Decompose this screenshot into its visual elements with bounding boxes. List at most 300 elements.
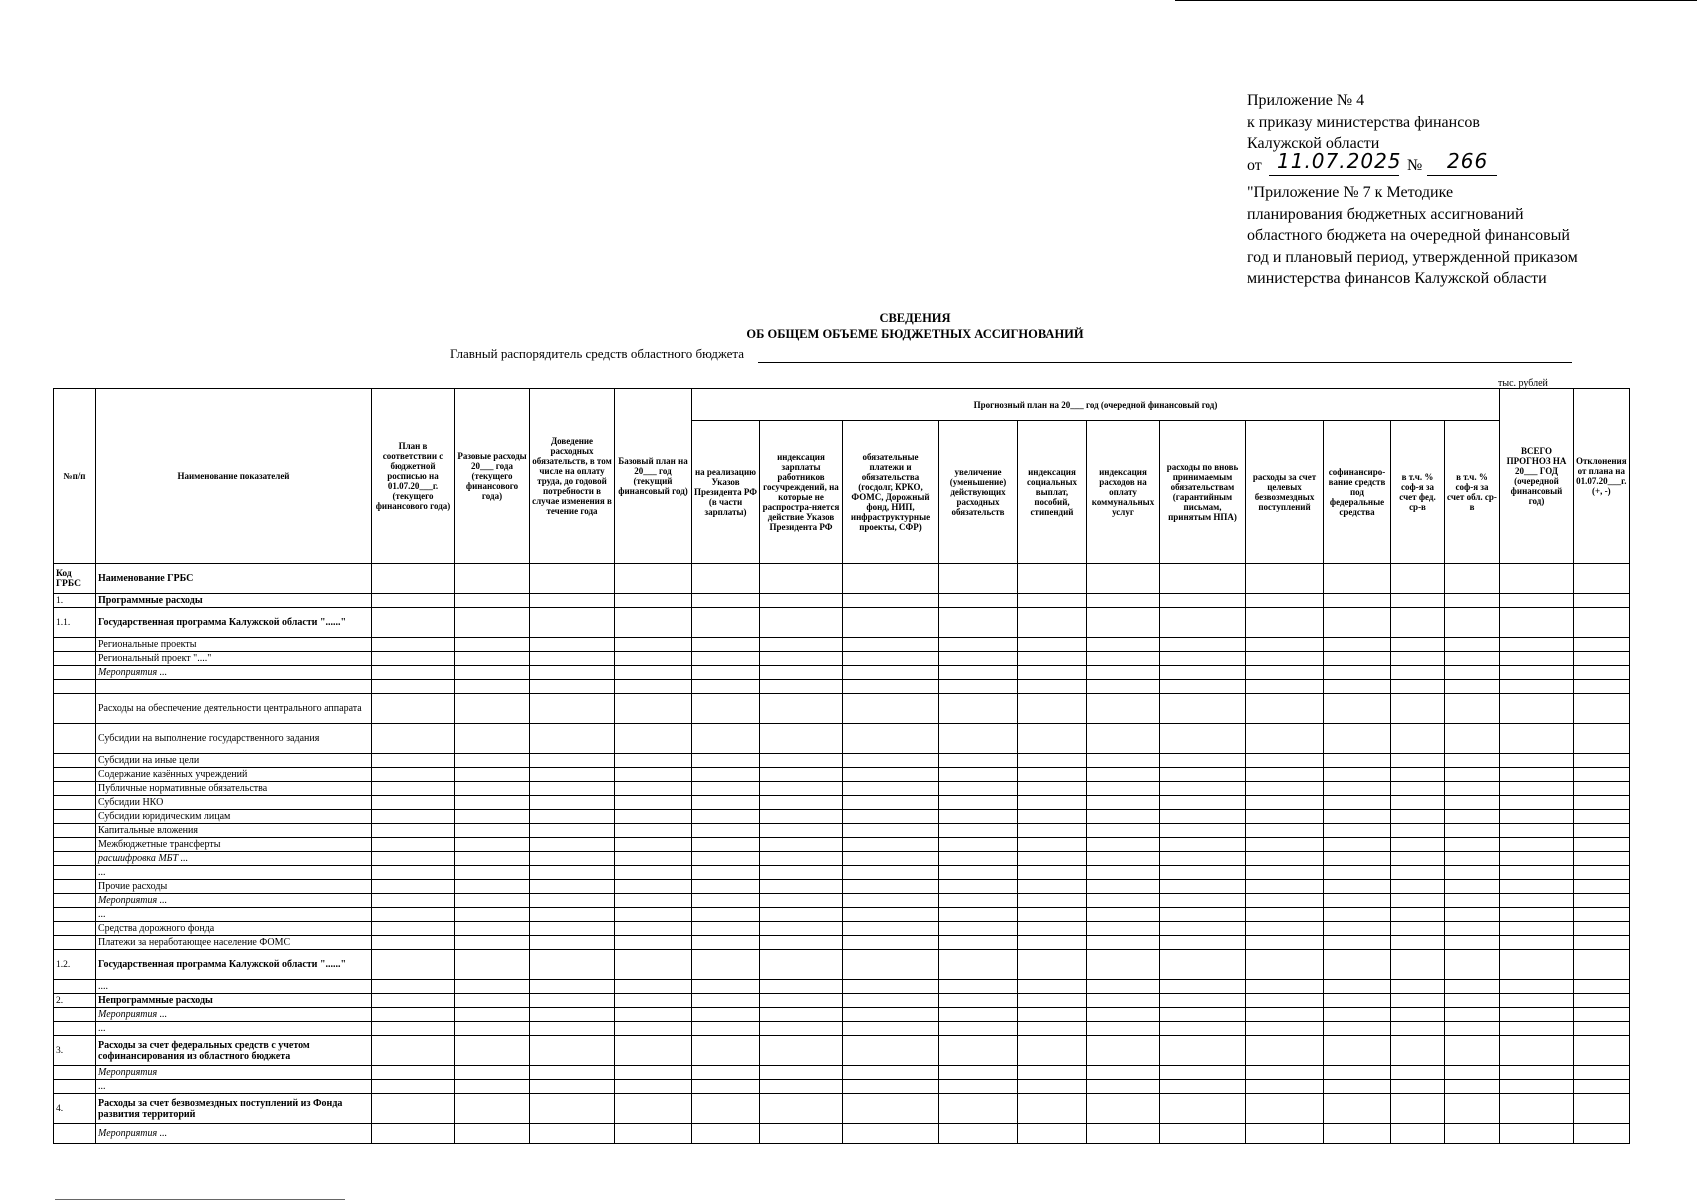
- value-cell: [1391, 908, 1445, 922]
- value-cell: [615, 922, 692, 936]
- value-cell: [1574, 754, 1630, 768]
- methodology-line: планирования бюджетных ассигнований: [1247, 205, 1524, 223]
- value-cell: [615, 824, 692, 838]
- value-cell: [692, 950, 760, 980]
- value-cell: [1324, 824, 1391, 838]
- value-cell: [1500, 1080, 1574, 1094]
- value-cell: [843, 1036, 939, 1066]
- value-cell: [1574, 810, 1630, 824]
- value-cell: [1574, 1066, 1630, 1080]
- value-cell: [1500, 796, 1574, 810]
- row-number: [54, 1066, 96, 1080]
- value-cell: [939, 866, 1018, 880]
- value-cell: [1500, 680, 1574, 694]
- value-cell: [1087, 608, 1160, 638]
- value-cell: [615, 880, 692, 894]
- value-cell: [1445, 608, 1500, 638]
- value-cell: [530, 922, 615, 936]
- row-label: Содержание казённых учреждений: [96, 768, 372, 782]
- value-cell: [1087, 768, 1160, 782]
- value-cell: [530, 838, 615, 852]
- value-cell: [1445, 936, 1500, 950]
- value-cell: [1324, 694, 1391, 724]
- value-cell: [530, 1080, 615, 1094]
- value-cell: [1574, 866, 1630, 880]
- table-row: [54, 936, 1630, 950]
- value-cell: [1500, 1008, 1574, 1022]
- value-cell: [760, 936, 843, 950]
- grbs-label: Главный распорядитель средств областного бюджета: [450, 346, 745, 361]
- row-number: [54, 936, 96, 950]
- value-cell: [455, 1080, 530, 1094]
- row-label: Мероприятия ...: [96, 894, 372, 908]
- header-deviation: Отклонения от плана на 01.07.20___г. (+, -): [1574, 389, 1630, 564]
- value-cell: [939, 1036, 1018, 1066]
- value-cell: [1445, 852, 1500, 866]
- value-cell: [455, 666, 530, 680]
- value-cell: [1391, 894, 1445, 908]
- value-cell: [1324, 894, 1391, 908]
- appendix-block: [1247, 90, 1667, 179]
- value-cell: [1018, 564, 1087, 594]
- row-number: [54, 922, 96, 936]
- value-cell: [372, 608, 455, 638]
- value-cell: [760, 680, 843, 694]
- row-label: Мероприятия: [96, 1066, 372, 1080]
- value-cell: [1445, 810, 1500, 824]
- methodology-line: министерства финансов Калужской области: [1247, 270, 1547, 287]
- table-row: [54, 1124, 1630, 1144]
- value-cell: [760, 950, 843, 980]
- value-cell: [1087, 950, 1160, 980]
- value-cell: [692, 810, 760, 824]
- value-cell: [1574, 652, 1630, 666]
- value-cell: [1500, 866, 1574, 880]
- value-cell: [1246, 638, 1324, 652]
- value-cell: [939, 950, 1018, 980]
- value-cell: [692, 908, 760, 922]
- value-cell: [843, 796, 939, 810]
- row-number: [54, 782, 96, 796]
- value-cell: [1018, 1080, 1087, 1094]
- table-row: [54, 666, 1630, 680]
- value-cell: [843, 564, 939, 594]
- value-cell: [1018, 608, 1087, 638]
- value-cell: [1445, 950, 1500, 980]
- value-cell: [1391, 1036, 1445, 1066]
- value-cell: [615, 838, 692, 852]
- value-cell: [692, 724, 760, 754]
- value-cell: [455, 796, 530, 810]
- value-cell: [455, 894, 530, 908]
- value-cell: [1087, 880, 1160, 894]
- value-cell: [455, 950, 530, 980]
- value-cell: [1324, 1066, 1391, 1080]
- value-cell: [615, 694, 692, 724]
- row-number: [54, 666, 96, 680]
- value-cell: [1087, 666, 1160, 680]
- value-cell: [760, 866, 843, 880]
- value-cell: [1391, 680, 1445, 694]
- value-cell: [760, 1124, 843, 1144]
- value-cell: [1445, 694, 1500, 724]
- value-cell: [939, 980, 1018, 994]
- value-cell: [1160, 894, 1246, 908]
- value-cell: [1018, 866, 1087, 880]
- table-row: [54, 838, 1630, 852]
- row-number: [54, 894, 96, 908]
- value-cell: [1087, 1094, 1160, 1124]
- value-cell: [1087, 908, 1160, 922]
- value-cell: [1246, 564, 1324, 594]
- value-cell: [760, 810, 843, 824]
- value-cell: [1160, 880, 1246, 894]
- value-cell: [615, 754, 692, 768]
- value-cell: [1160, 666, 1246, 680]
- value-cell: [760, 594, 843, 608]
- value-cell: [843, 922, 939, 936]
- value-cell: [1018, 594, 1087, 608]
- header-indexation-social: индексация социальных выплат, пособий, стипендий: [1018, 421, 1087, 564]
- value-cell: [1246, 796, 1324, 810]
- value-cell: [1087, 680, 1160, 694]
- value-cell: [843, 824, 939, 838]
- value-cell: [1160, 638, 1246, 652]
- value-cell: [530, 666, 615, 680]
- value-cell: [1246, 838, 1324, 852]
- value-cell: [1445, 866, 1500, 880]
- table-row: [54, 1094, 1630, 1124]
- value-cell: [1391, 754, 1445, 768]
- value-cell: [1018, 782, 1087, 796]
- value-cell: [372, 810, 455, 824]
- value-cell: [1500, 754, 1574, 768]
- value-cell: [530, 1022, 615, 1036]
- value-cell: [939, 1094, 1018, 1124]
- value-cell: [1018, 880, 1087, 894]
- value-cell: [760, 838, 843, 852]
- row-label: Непрограммные расходы: [96, 994, 372, 1008]
- table-row: [54, 1022, 1630, 1036]
- value-cell: [692, 1036, 760, 1066]
- value-cell: [455, 724, 530, 754]
- value-cell: [1445, 1022, 1500, 1036]
- value-cell: [1160, 810, 1246, 824]
- value-cell: [760, 980, 843, 994]
- value-cell: [1087, 754, 1160, 768]
- value-cell: [1500, 638, 1574, 652]
- value-cell: [1574, 852, 1630, 866]
- value-cell: [1324, 796, 1391, 810]
- value-cell: [692, 936, 760, 950]
- value-cell: [1160, 694, 1246, 724]
- value-cell: [1445, 724, 1500, 754]
- value-cell: [1574, 838, 1630, 852]
- table-row: [54, 754, 1630, 768]
- value-cell: [1445, 754, 1500, 768]
- value-cell: [1018, 852, 1087, 866]
- value-cell: [1391, 866, 1445, 880]
- value-cell: [372, 994, 455, 1008]
- table-row: [54, 980, 1630, 994]
- value-cell: [1391, 594, 1445, 608]
- row-label: Субсидии юридическим лицам: [96, 810, 372, 824]
- value-cell: [760, 994, 843, 1008]
- value-cell: [530, 1124, 615, 1144]
- value-cell: [615, 594, 692, 608]
- value-cell: [1246, 782, 1324, 796]
- value-cell: [939, 594, 1018, 608]
- table-row: [54, 652, 1630, 666]
- value-cell: [455, 694, 530, 724]
- value-cell: [1574, 680, 1630, 694]
- value-cell: [455, 652, 530, 666]
- value-cell: [1445, 680, 1500, 694]
- row-label: Прочие расходы: [96, 880, 372, 894]
- header-row-1: [54, 389, 1630, 421]
- value-cell: [692, 838, 760, 852]
- value-cell: [1391, 1022, 1445, 1036]
- value-cell: [1500, 564, 1574, 594]
- value-cell: [1500, 1094, 1574, 1124]
- row-label: ...: [96, 866, 372, 880]
- value-cell: [1500, 694, 1574, 724]
- value-cell: [1246, 754, 1324, 768]
- value-cell: [1324, 754, 1391, 768]
- header-one-time: Разовые расходы 20___ года (текущего финансового года): [455, 389, 530, 564]
- row-number: [54, 852, 96, 866]
- value-cell: [1324, 1036, 1391, 1066]
- value-cell: [372, 852, 455, 866]
- value-cell: [615, 680, 692, 694]
- value-cell: [1574, 936, 1630, 950]
- value-cell: [1246, 980, 1324, 994]
- value-cell: [1160, 724, 1246, 754]
- value-cell: [1246, 608, 1324, 638]
- table-row: [54, 810, 1630, 824]
- row-label: Мероприятия ...: [96, 1124, 372, 1144]
- value-cell: [1391, 950, 1445, 980]
- row-label: Субсидии на выполнение государственного задания: [96, 724, 372, 754]
- row-number: [54, 638, 96, 652]
- header-mandatory: обязательные платежи и обязательства (госдолг, КРКО, ФОМС, Дорожный фонд, НИП, инфраструктурные проекты, СФР): [843, 421, 939, 564]
- value-cell: [1324, 680, 1391, 694]
- order-from-label: от: [1247, 156, 1262, 174]
- value-cell: [455, 1124, 530, 1144]
- value-cell: [1500, 838, 1574, 852]
- value-cell: [1500, 922, 1574, 936]
- value-cell: [1018, 894, 1087, 908]
- value-cell: [692, 880, 760, 894]
- row-number: [54, 1008, 96, 1022]
- value-cell: [939, 754, 1018, 768]
- value-cell: [939, 796, 1018, 810]
- row-label: Расходы за счет безвозмездных поступлений из Фонда развития территорий: [96, 1094, 372, 1124]
- value-cell: [1087, 796, 1160, 810]
- value-cell: [455, 1008, 530, 1022]
- value-cell: [1160, 866, 1246, 880]
- value-cell: [1391, 564, 1445, 594]
- value-cell: [1574, 1022, 1630, 1036]
- value-cell: [455, 754, 530, 768]
- value-cell: [1500, 782, 1574, 796]
- value-cell: [530, 1036, 615, 1066]
- value-cell: [1246, 994, 1324, 1008]
- value-cell: [1324, 608, 1391, 638]
- value-cell: [1391, 724, 1445, 754]
- value-cell: [372, 1036, 455, 1066]
- value-cell: [1391, 936, 1445, 950]
- value-cell: [1445, 980, 1500, 994]
- row-number: [54, 880, 96, 894]
- value-cell: [455, 922, 530, 936]
- value-cell: [1246, 894, 1324, 908]
- value-cell: [615, 782, 692, 796]
- value-cell: [1574, 1036, 1630, 1066]
- value-cell: [372, 652, 455, 666]
- value-cell: [1391, 608, 1445, 638]
- value-cell: [372, 950, 455, 980]
- value-cell: [939, 880, 1018, 894]
- header-name: Наименование показателей: [96, 389, 372, 564]
- value-cell: [760, 908, 843, 922]
- value-cell: [1018, 796, 1087, 810]
- row-label: Программные расходы: [96, 594, 372, 608]
- value-cell: [530, 1094, 615, 1124]
- row-label: ...: [96, 1022, 372, 1036]
- value-cell: [455, 594, 530, 608]
- value-cell: [615, 1022, 692, 1036]
- value-cell: [530, 852, 615, 866]
- value-cell: [455, 1066, 530, 1080]
- row-number: [54, 866, 96, 880]
- value-cell: [939, 782, 1018, 796]
- row-label: Государственная программа Калужской области "......": [96, 950, 372, 980]
- row-label: Мероприятия ...: [96, 1008, 372, 1022]
- value-cell: [1500, 980, 1574, 994]
- value-cell: [843, 608, 939, 638]
- table-row: [54, 638, 1630, 652]
- value-cell: [1160, 838, 1246, 852]
- value-cell: [615, 1094, 692, 1124]
- value-cell: [1324, 950, 1391, 980]
- value-cell: [1391, 994, 1445, 1008]
- header-fed-share: в т.ч. % соф-я за счет фед. ср-в: [1391, 421, 1445, 564]
- header-forecast-group: Прогнозный план на 20___ год (очередной финансовый год): [692, 389, 1500, 421]
- row-number: [54, 980, 96, 994]
- value-cell: [530, 894, 615, 908]
- value-cell: [1160, 768, 1246, 782]
- value-cell: [1018, 980, 1087, 994]
- row-number: 1.1.: [54, 608, 96, 638]
- value-cell: [692, 994, 760, 1008]
- value-cell: [843, 880, 939, 894]
- value-cell: [1391, 796, 1445, 810]
- value-cell: [843, 894, 939, 908]
- row-label: Субсидии НКО: [96, 796, 372, 810]
- value-cell: [1445, 768, 1500, 782]
- value-cell: [1445, 564, 1500, 594]
- value-cell: [692, 852, 760, 866]
- value-cell: [692, 754, 760, 768]
- value-cell: [1087, 564, 1160, 594]
- value-cell: [455, 680, 530, 694]
- value-cell: [615, 852, 692, 866]
- row-label: Наименование ГРБС: [96, 564, 372, 594]
- value-cell: [1160, 564, 1246, 594]
- top-rule: [1175, 0, 1697, 1]
- value-cell: [692, 564, 760, 594]
- value-cell: [760, 852, 843, 866]
- value-cell: [372, 564, 455, 594]
- value-cell: [615, 908, 692, 922]
- value-cell: [615, 1036, 692, 1066]
- header-gratuitous: расходы за счет целевых безвозмездных поступлений: [1246, 421, 1324, 564]
- value-cell: [1160, 1022, 1246, 1036]
- value-cell: [939, 922, 1018, 936]
- table-row: [54, 1008, 1630, 1022]
- value-cell: [372, 1066, 455, 1080]
- table-body: [54, 564, 1630, 1144]
- value-cell: [530, 608, 615, 638]
- value-cell: [1574, 724, 1630, 754]
- value-cell: [372, 724, 455, 754]
- value-cell: [1445, 652, 1500, 666]
- value-cell: [455, 824, 530, 838]
- value-cell: [1087, 652, 1160, 666]
- value-cell: [1500, 724, 1574, 754]
- row-label: [96, 680, 372, 694]
- row-number: 2.: [54, 994, 96, 1008]
- grbs-fill-line: [758, 362, 1572, 363]
- value-cell: [692, 1124, 760, 1144]
- value-cell: [1246, 680, 1324, 694]
- value-cell: [939, 1022, 1018, 1036]
- value-cell: [530, 796, 615, 810]
- value-cell: [1391, 852, 1445, 866]
- value-cell: [1574, 1080, 1630, 1094]
- value-cell: [1500, 768, 1574, 782]
- value-cell: [843, 652, 939, 666]
- value-cell: [843, 1008, 939, 1022]
- value-cell: [760, 1022, 843, 1036]
- value-cell: [843, 950, 939, 980]
- methodology-line: год и плановый период, утвержденной приказом: [1247, 248, 1578, 266]
- value-cell: [1087, 980, 1160, 994]
- value-cell: [455, 980, 530, 994]
- value-cell: [1445, 824, 1500, 838]
- value-cell: [843, 1022, 939, 1036]
- value-cell: [1324, 564, 1391, 594]
- table-row: [54, 894, 1630, 908]
- table-row: [54, 782, 1630, 796]
- value-cell: [692, 922, 760, 936]
- row-label: ...: [96, 1080, 372, 1094]
- value-cell: [1391, 638, 1445, 652]
- value-cell: [760, 922, 843, 936]
- row-number: [54, 754, 96, 768]
- value-cell: [760, 1066, 843, 1080]
- value-cell: [1391, 810, 1445, 824]
- value-cell: [1445, 1080, 1500, 1094]
- value-cell: [530, 980, 615, 994]
- value-cell: [1160, 680, 1246, 694]
- value-cell: [1391, 782, 1445, 796]
- order-number: 266: [1447, 148, 1489, 173]
- value-cell: [692, 796, 760, 810]
- value-cell: [760, 1080, 843, 1094]
- value-cell: [939, 894, 1018, 908]
